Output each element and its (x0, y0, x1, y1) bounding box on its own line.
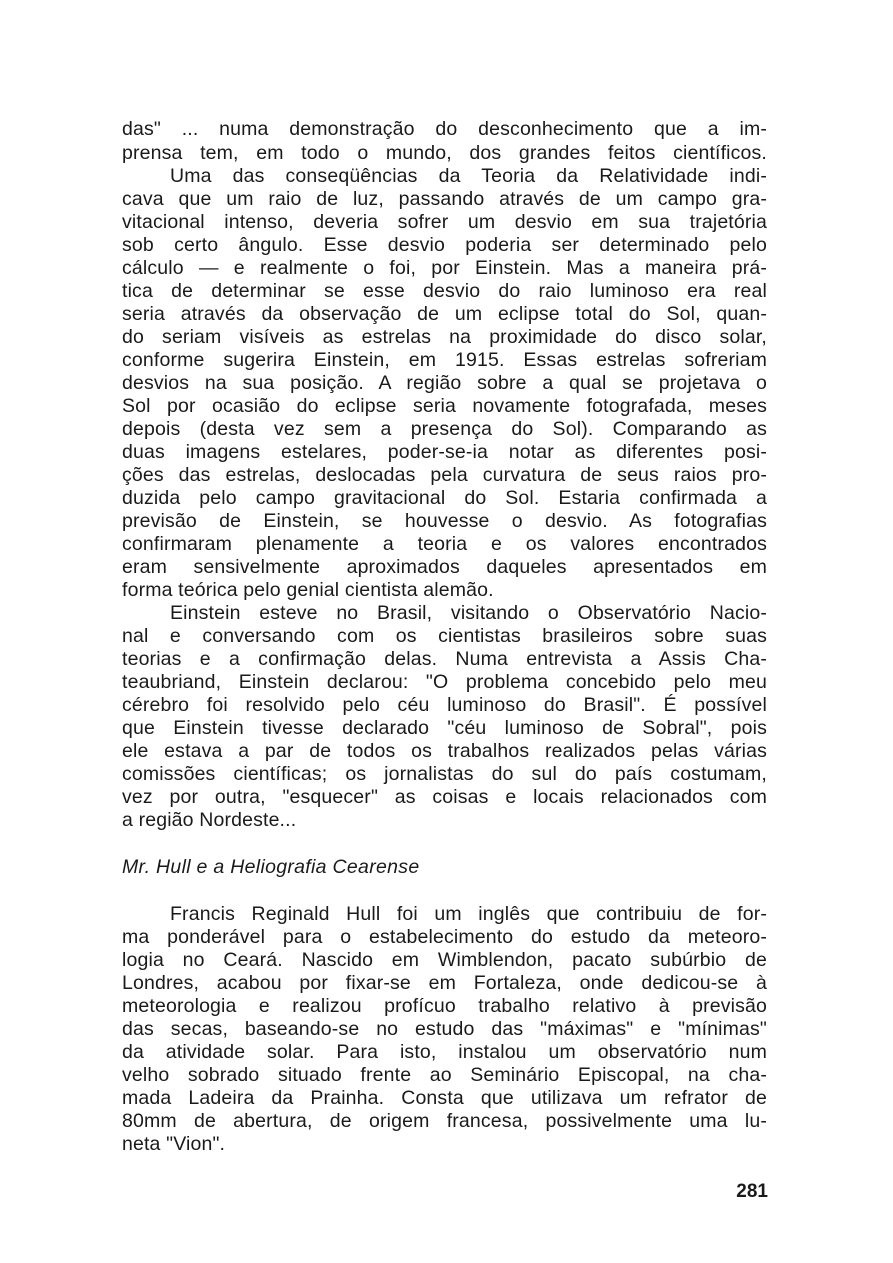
text-line: Uma das conseqüências da Teoria da Relatividade indi- (170, 165, 767, 187)
text-line: logia no Ceará. Nascido em Wimblendon, pacato subúrbio de (122, 949, 767, 971)
text-line: previsão de Einstein, se houvesse o desvio. As fotografias (122, 510, 767, 532)
text-line: forma teórica pelo genial cientista alemão. (122, 579, 494, 601)
text-line: confirmaram plenamente a teoria e os valores encontrados (122, 533, 767, 555)
text-line: depois (desta vez sem a presença do Sol). Comparando as (122, 418, 767, 440)
text-line: nal e conversando com os cientistas brasileiros sobre suas (122, 625, 767, 647)
text-line: ele estava a par de todos os trabalhos realizados pelas várias (122, 740, 767, 762)
text-line: vitacional intenso, deveria sofrer um desvio em sua trajetória (122, 211, 767, 233)
section-heading: Mr. Hull e a Heliografia Cearense (122, 856, 420, 878)
text-line: teorias e a confirmação delas. Numa entrevista a Assis Cha- (122, 648, 767, 670)
text-line: desvios na sua posição. A região sobre a qual se projetava o (122, 372, 767, 394)
text-line: duzida pelo campo gravitacional do Sol. Estaria confirmada a (122, 487, 767, 509)
text-line: neta "Vion". (122, 1133, 226, 1155)
text-line: prensa tem, em todo o mundo, dos grandes feitos científicos. (122, 142, 767, 164)
text-line: teaubriand, Einstein declarou: "O problema concebido pelo meu (122, 671, 767, 693)
text-line: sob certo ângulo. Esse desvio poderia ser determinado pelo (122, 234, 767, 256)
text-line: ma ponderável para o estabelecimento do estudo da meteoro- (122, 926, 767, 948)
text-line: tica de determinar se esse desvio do raio luminoso era real (122, 280, 767, 302)
text-line: Einstein esteve no Brasil, visitando o Observatório Nacio- (170, 602, 767, 624)
text-line: cérebro foi resolvido pelo céu luminoso do Brasil". É possível (122, 694, 767, 716)
text-line: Londres, acabou por fixar-se em Fortaleza, onde dedicou-se à (122, 972, 767, 994)
text-line: seria através da observação de um eclipse total do Sol, quan- (122, 303, 767, 325)
text-line: conforme sugerira Einstein, em 1915. Essas estrelas sofreriam (122, 349, 767, 371)
text-line: comissões científicas; os jornalistas do sul do país costumam, (122, 763, 767, 785)
text-line: Sol por ocasião do eclipse seria novamente fotografada, meses (122, 395, 767, 417)
text-line: cálculo — e realmente o foi, por Einstein. Mas a maneira prá- (122, 257, 767, 279)
text-line: duas imagens estelares, poder-se-ia notar as diferentes posi- (122, 441, 767, 463)
text-line: mada Ladeira da Prainha. Consta que utilizava um refrator de (122, 1087, 767, 1109)
text-line: ções das estrelas, deslocadas pela curvatura de seus raios pro- (122, 464, 767, 486)
text-line: meteorologia e realizou profícuo trabalho relativo à previsão (122, 995, 767, 1017)
text-line: das secas, baseando-se no estudo das "máximas" e "mínimas" (122, 1018, 767, 1040)
text-line: eram sensivelmente aproximados daqueles apresentados em (122, 556, 767, 578)
text-line: velho sobrado situado frente ao Seminário Episcopal, na cha- (122, 1064, 767, 1086)
text-line: Francis Reginald Hull foi um inglês que contribuiu de for- (170, 903, 767, 925)
text-line: que Einstein tivesse declarado "céu luminoso de Sobral", pois (122, 717, 767, 739)
text-line: das" ... numa demonstração do desconhecimento que a im- (122, 118, 767, 140)
text-line: do seriam visíveis as estrelas na proximidade do disco solar, (122, 326, 767, 348)
page-number: 281 (736, 1181, 768, 1202)
text-line: vez por outra, "esquecer" as coisas e locais relacionados com (122, 786, 767, 808)
text-line: cava que um raio de luz, passando através de um campo gra- (122, 188, 767, 210)
text-line: da atividade solar. Para isto, instalou um observatório num (122, 1041, 767, 1063)
text-line: 80mm de abertura, de origem francesa, possivelmente uma lu- (122, 1110, 767, 1132)
text-line: a região Nordeste... (122, 809, 297, 831)
